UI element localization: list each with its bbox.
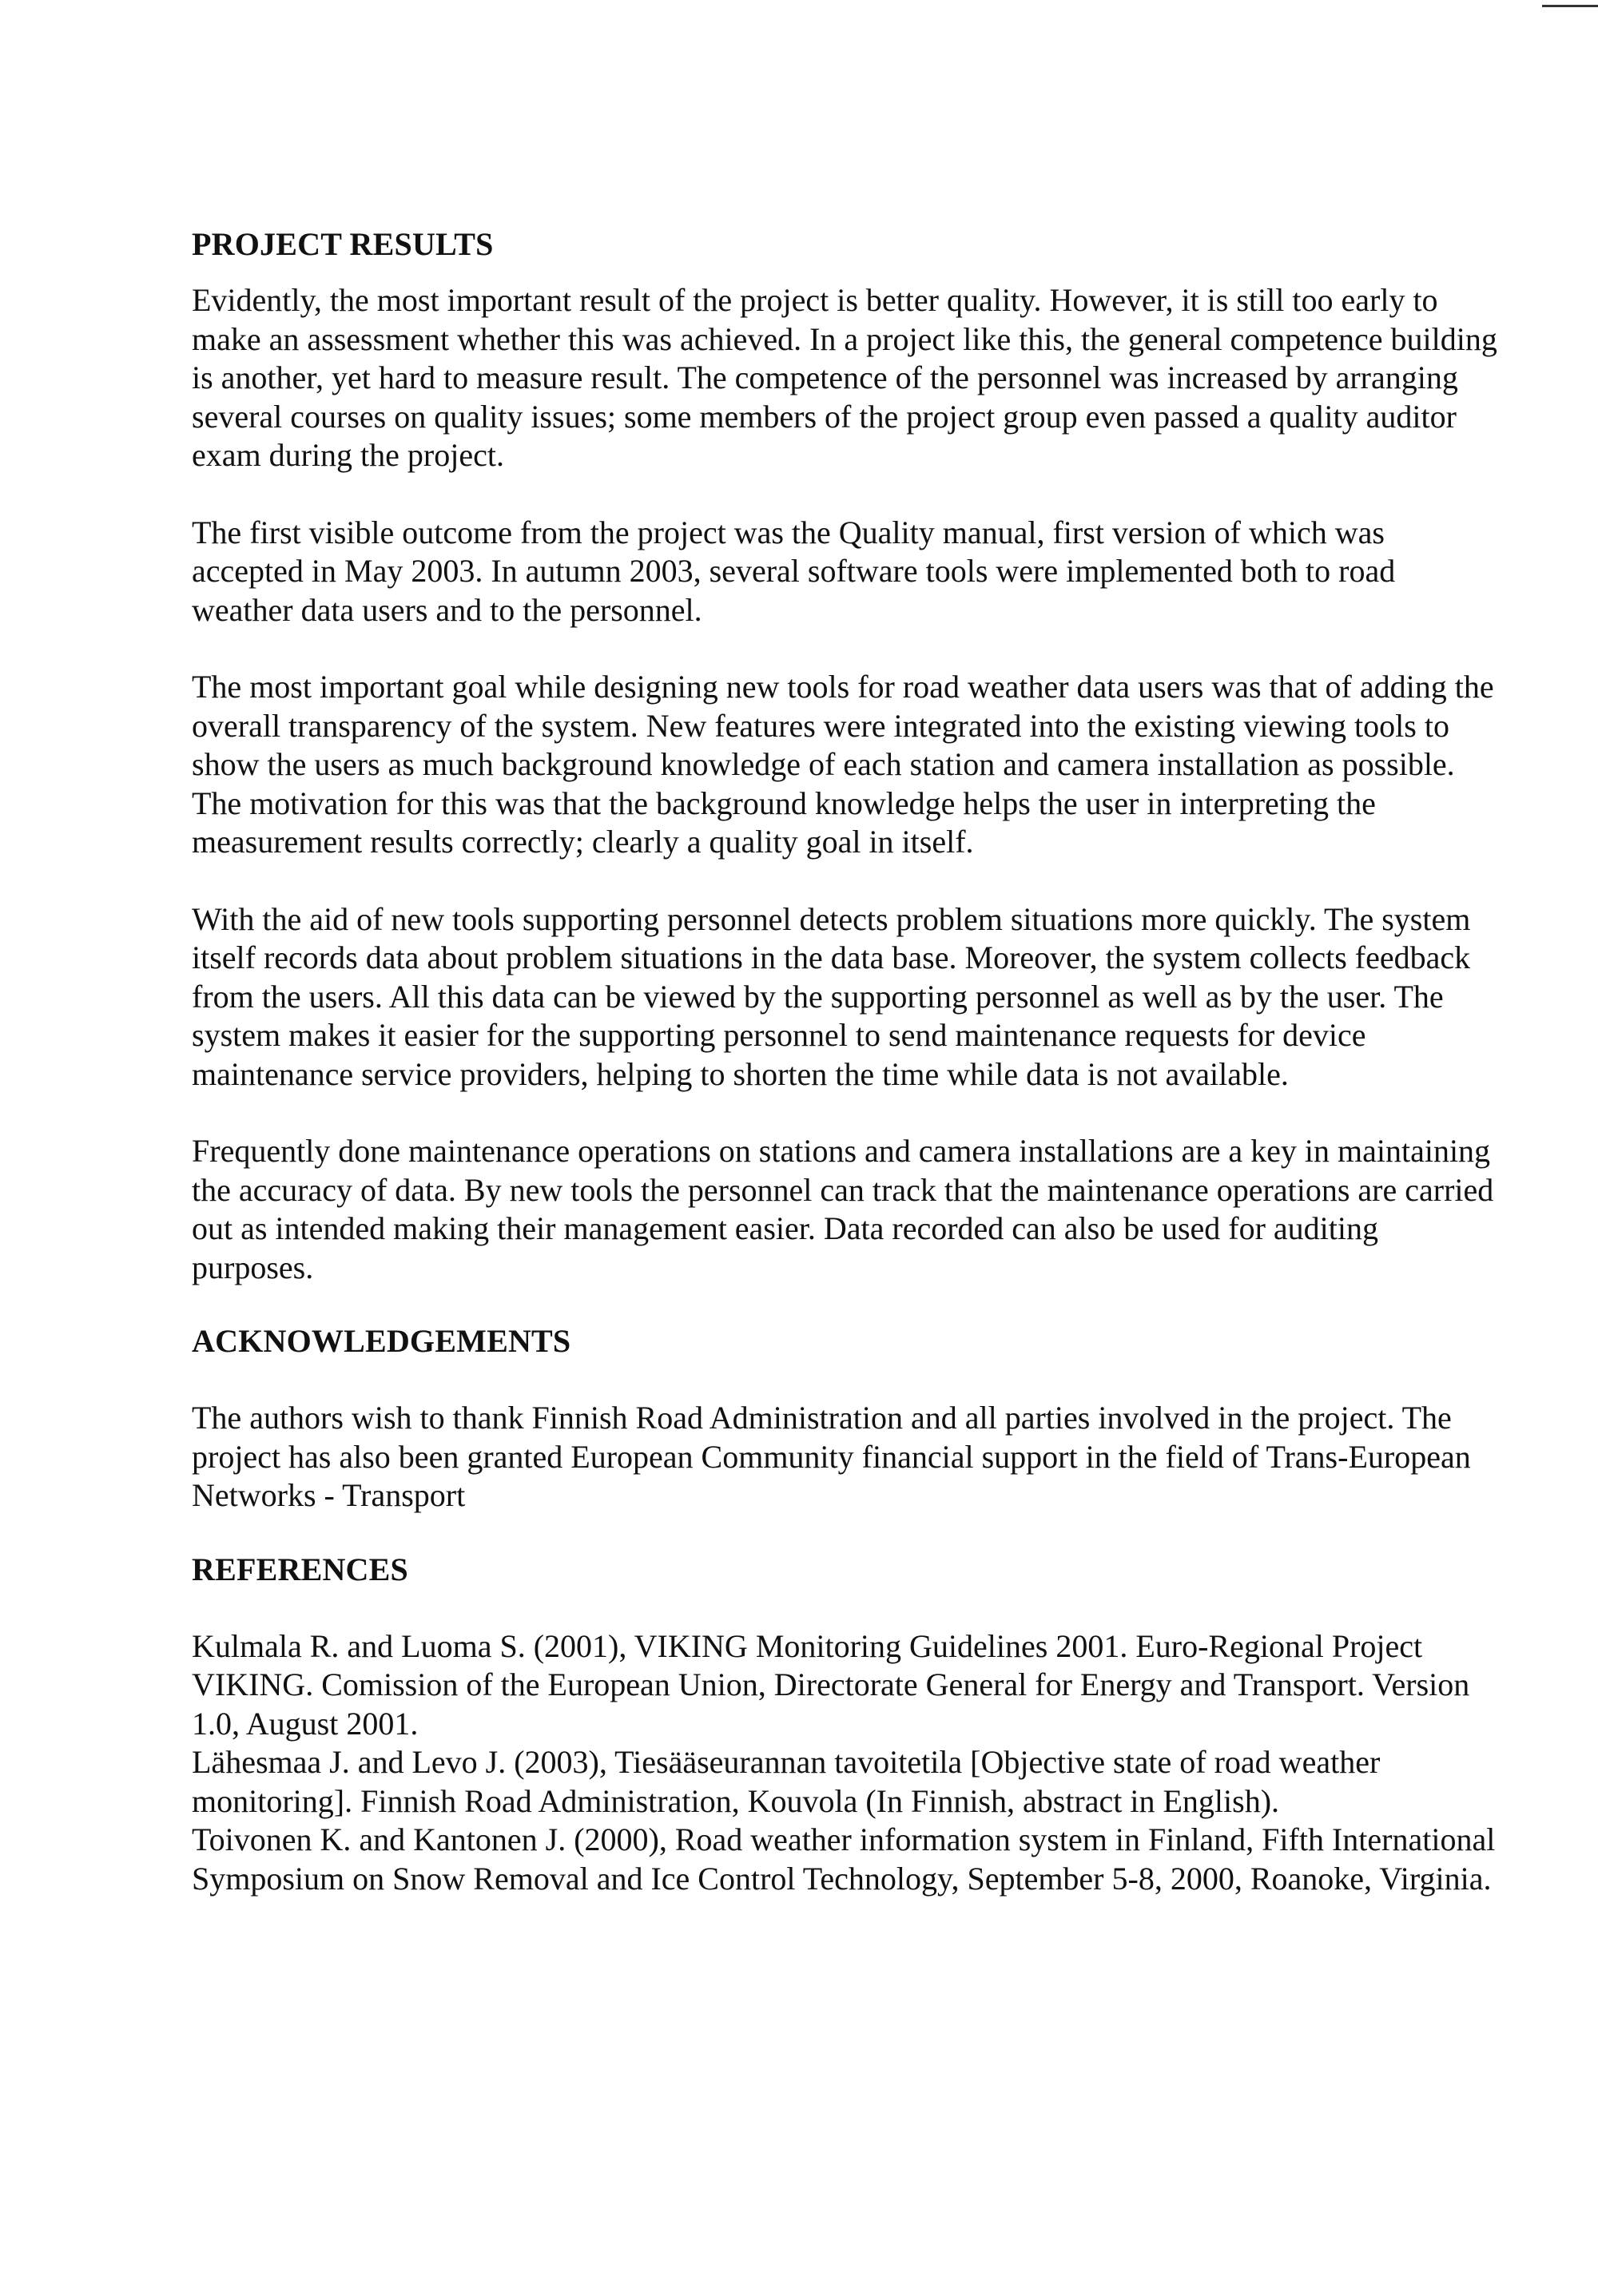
project-results-paragraph-2: The first visible outcome from the project was the Quality manual, first version of which was accepted in May 2003. In autumn 2003, several software tools were implemented both to road weather data users and to the personnel. — [192, 514, 1396, 628]
project-results-paragraph-3: The most important goal while designing new tools for road weather data users was that of adding the overall transparency of the system. New features were integrated into the existing viewing tools to show the users as much background knowledge of each station and camera installation as possible. The motivation for this was that the background knowledge helps the user in interpreting the measurement results correctly; clearly a quality goal in itself. — [192, 669, 1494, 860]
reference-entry-2: Lähesmaa J. and Levo J. (2003), Tiesääseurannan tavoitetila [Objective state of road weather monitoring]. Finnish Road Administration, Kouvola (In Finnish, abstract in English). — [192, 1744, 1381, 1819]
text-column — [192, 225, 1502, 1898]
references-heading: REFERENCES — [192, 1551, 408, 1587]
acknowledgements-text: The authors wish to thank Finnish Road Administration and all parties involved in the project. The project has also been granted European Community financial support in the field of Trans-European Networks - Transport — [192, 1400, 1471, 1513]
acknowledgements-section — [192, 1322, 1502, 1515]
project-results-heading: PROJECT RESULTS — [192, 226, 494, 262]
project-results-paragraph-5: Frequently done maintenance operations on stations and camera installations are a key in maintaining the accuracy of data. By new tools the personnel can track that the maintenance operations are carried out as intended making their management easier. Data recorded can also be used for auditing purposes. — [192, 1133, 1494, 1285]
scan-edge-mark — [1542, 5, 1598, 7]
project-results-paragraph-1: Evidently, the most important result of the project is better quality. However, it is still too early to make an assessment whether this was achieved. In a project like this, the general competence building is another, yet hard to measure result. The competence of the personnel was increased by arranging several courses on quality issues; some members of the project group even passed a quality auditor exam during the project. — [192, 282, 1497, 473]
acknowledgements-heading: ACKNOWLEDGEMENTS — [192, 1323, 571, 1359]
reference-entry-1: Kulmala R. and Luoma S. (2001), VIKING Monitoring Guidelines 2001. Euro-Regional Project VIKING. Comission of the European Union, Directorate General for Energy and Transport. Version 1.0, August 2001. — [192, 1627, 1470, 1742]
reference-entry-3: Toivonen K. and Kantonen J. (2000), Road weather information system in Finland, Fifth International Symposium on Snow Removal and Ice Control Technology, September 5-8, 2000, Roanoke, Virginia. — [192, 1821, 1496, 1897]
project-results-paragraph-4: With the aid of new tools supporting personnel detects problem situations more quickly. The system itself records data about problem situations in the data base. Moreover, the system collects feedback from the users. All this data can be viewed by the supporting personnel as well as by the user. The system makes it easier for the supporting personnel to send maintenance requests for device maintenance service providers, helping to shorten the time while data is not available. — [192, 900, 1471, 1092]
project-results-section — [192, 225, 1502, 1287]
references-section — [192, 1551, 1502, 1899]
